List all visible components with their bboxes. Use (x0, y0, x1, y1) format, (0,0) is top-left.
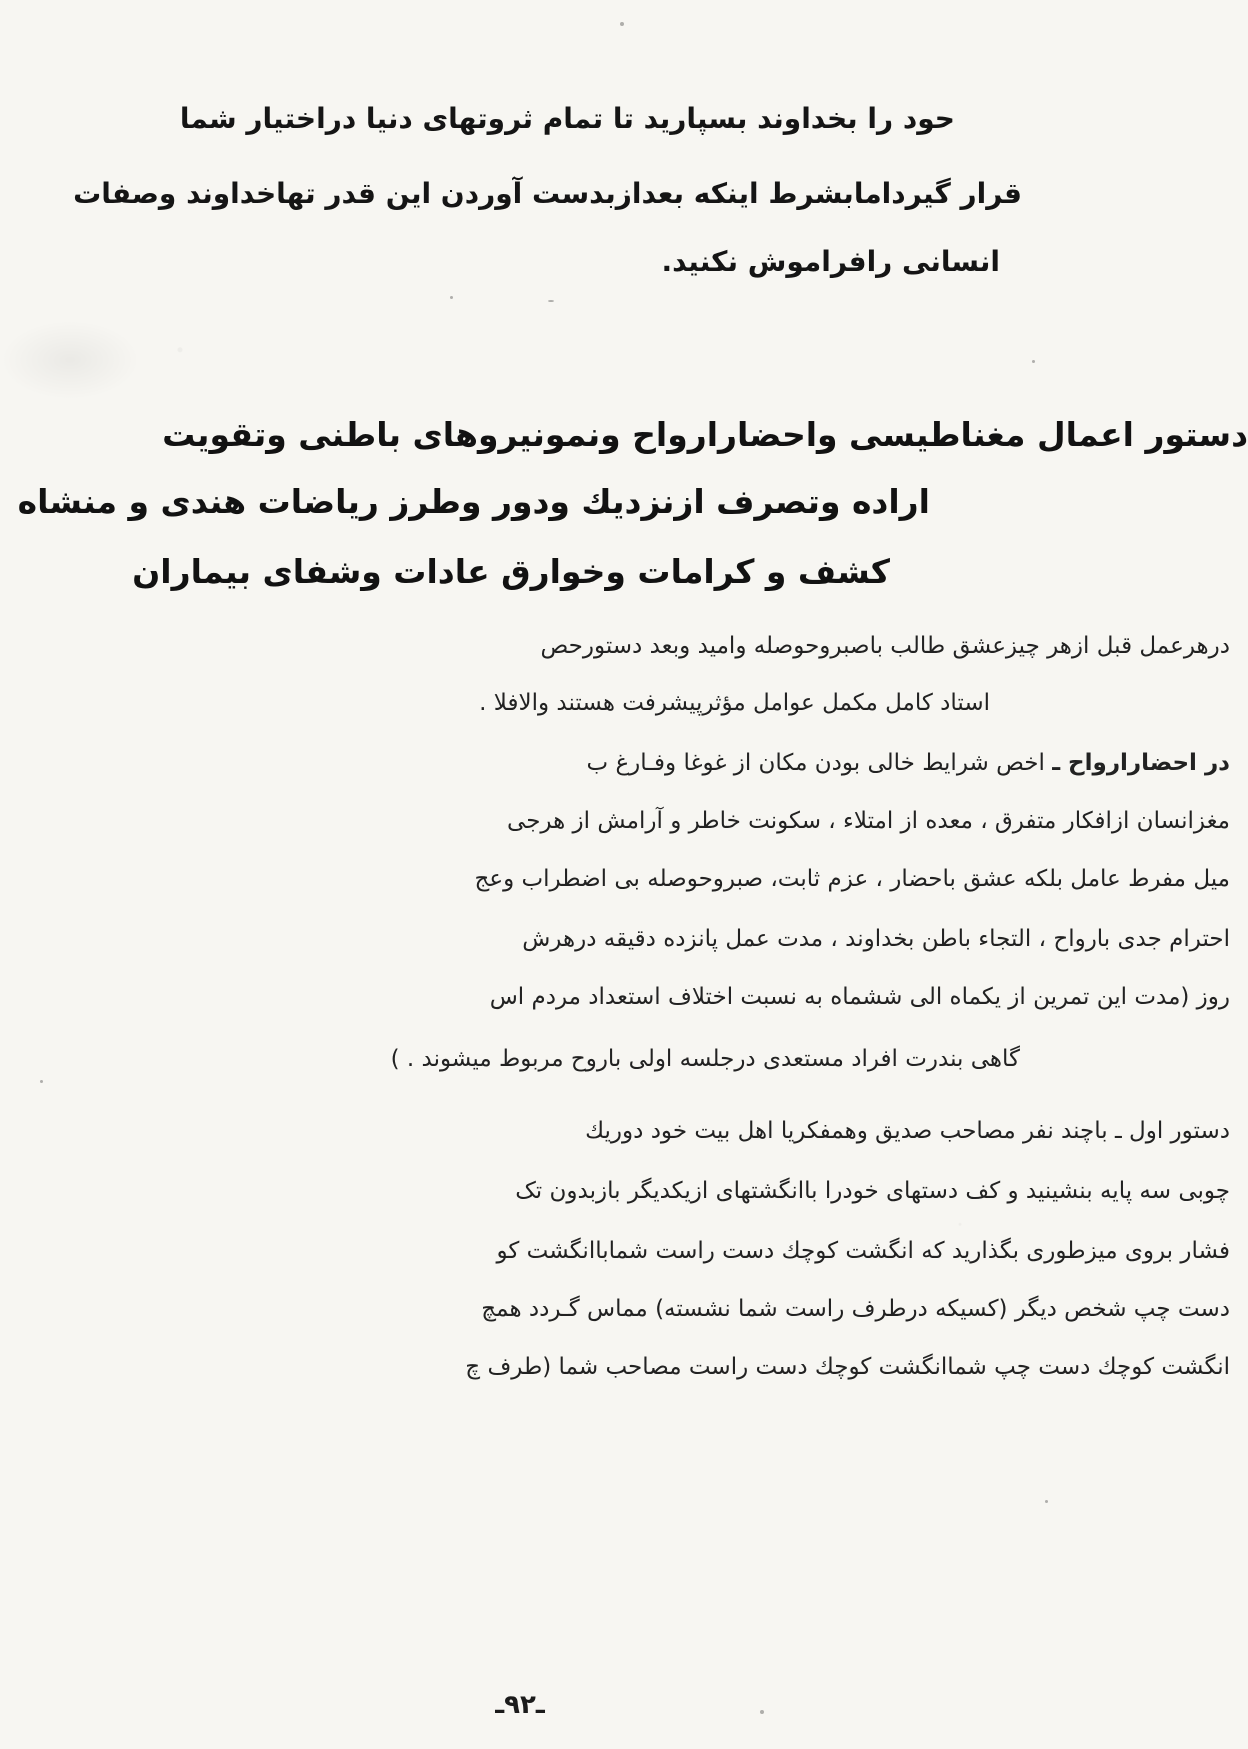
heading-line-2: اراده وتصرف ازنزدیك ودور وطرز ریاضات هندی و منشاه (17, 482, 930, 521)
paragraph1-line-2: استاد کامل مکمل عوامل مؤثرپیشرفت هستند والافلا . (479, 690, 990, 716)
paragraph2-line-1 (587, 750, 1231, 778)
heading-line-3: کشف و کرامات وخوارق عادات وشفای بیماران (132, 552, 890, 591)
paragraph2-line-5: روز (مدت این تمرین از یکماه الی ششماه به نسبت اختلاف استعداد مردم اس (489, 984, 1230, 1010)
scan-speck (450, 296, 453, 299)
paragraph2-line-4: احترام جدی بارواح ، التجاء باطن بخداوند ، مدت عمل پانزده دقیقه درهرش (522, 926, 1230, 952)
scan-smudge (0, 320, 140, 400)
paragraph3-line-4: دست چپ شخص دیگر (کسیکه درطرف راست شما نشسته) مماس گـردد همچ (481, 1296, 1230, 1322)
scan-speck (1032, 360, 1035, 363)
heading-line-1: دستور اعمال مغناطیسی واحضارارواح ونمونیروهای باطنی وتقویت (162, 415, 1248, 454)
paragraph2-line-3: میل مفرط عامل بلکه عشق باحضار ، عزم ثابت، صبروحوصله بی اضطراب وعج (474, 866, 1230, 892)
intro-line-2: قرار گیردامابشرط اینکه بعدازبدست آوردن این قدر تهاخداوند وصفات (73, 177, 1022, 210)
paragraph2-line-6: گاهی بندرت افراد مستعدی درجلسه اولی باروح مربوط میشوند . ) (390, 1046, 1020, 1072)
scan-speck (548, 300, 554, 302)
intro-line-3: انسانی رافراموش نکنید. (661, 245, 1000, 278)
scan-speck (620, 22, 624, 26)
paragraph3-line-1: دستور اول ـ باچند نفر مصاحب صدیق وهمفکریا اهل بیت خود دوریك (585, 1118, 1230, 1144)
paragraph2-lead: در احضارارواح ـ (1052, 750, 1230, 776)
paragraph3-line-5: انگشت کوچك دست چپ شماانگشت کوچك دست راست مصاحب شما (طرف چ (465, 1354, 1230, 1380)
paragraph2-line-1-text: اخص شرایط خالی بودن مکان از غوغا وفـارغ ب (586, 750, 1053, 776)
paragraph1-line-1: درهرعمل قبل ازهر چیزعشق طالب باصبروحوصله وامید وبعد دستورحص (540, 633, 1230, 659)
paragraph2-line-2: مغزانسان ازافکار متفرق ، معده از امتلاء ، سکونت خاطر و آرامش از هرجی (507, 808, 1230, 834)
scan-speck (40, 1080, 43, 1083)
intro-line-1: حود را بخداوند بسپارید تا تمام ثروتهای دنیا دراختیار شما (179, 102, 955, 135)
paragraph3-line-2: چوبی سه پایه بنشینید و کف دستهای خودرا باانگشتهای ازیکدیگر بازبدون تک (515, 1178, 1230, 1204)
page-number: ـ۹۲ـ (495, 1690, 545, 1720)
scan-speck (760, 1710, 764, 1714)
paragraph3-line-3: فشار بروی میزطوری بگذارید که انگشت کوچك دست راست شماباانگشت کو (496, 1238, 1230, 1264)
scan-speck (1045, 1500, 1048, 1503)
